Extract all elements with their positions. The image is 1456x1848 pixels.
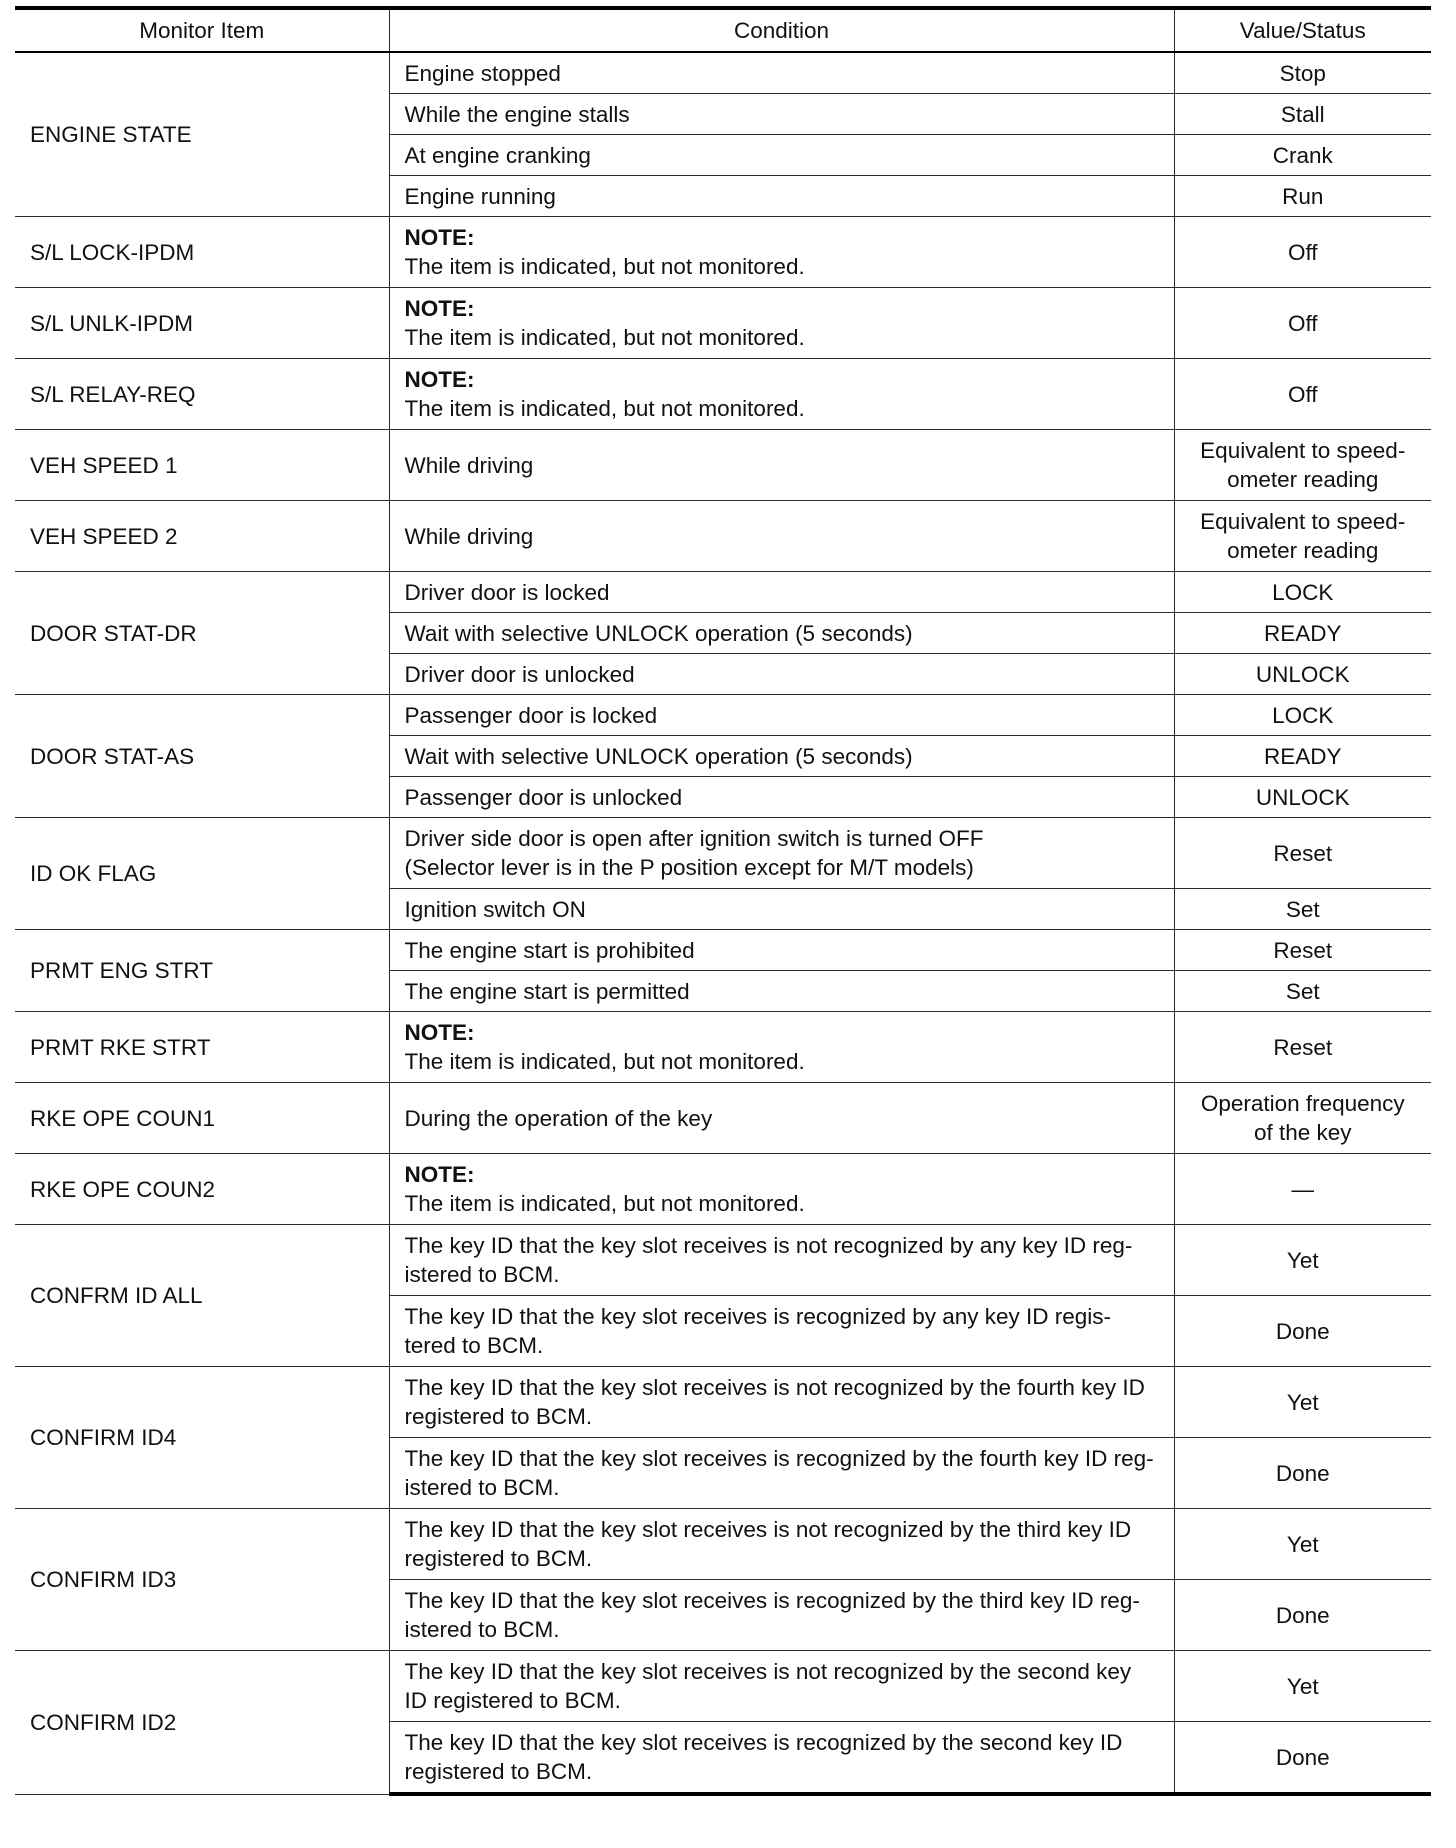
header-condition: Condition (389, 8, 1174, 52)
condition-cell: Driver door is unlocked (389, 654, 1174, 695)
value-cell: Run (1174, 176, 1431, 217)
condition-cell (389, 1651, 1174, 1722)
condition-cell: While driving (389, 501, 1174, 572)
value-cell: Stop (1174, 52, 1431, 94)
condition-line: istered to BCM. (404, 1617, 560, 1642)
table-row (15, 501, 1431, 572)
table-row (15, 359, 1431, 430)
value-cell: Yet (1174, 1509, 1431, 1580)
table-row (15, 818, 1431, 889)
condition-cell (389, 818, 1174, 889)
table-row (15, 217, 1431, 288)
note-label: NOTE: (404, 1020, 475, 1045)
monitor-item-cell: PRMT RKE STRT (15, 1012, 389, 1083)
monitor-item-cell: S/L UNLK-IPDM (15, 288, 389, 359)
header-value-status: Value/Status (1174, 8, 1431, 52)
value-cell: Reset (1174, 818, 1431, 889)
value-cell: Off (1174, 288, 1431, 359)
monitor-item-cell: S/L RELAY-REQ (15, 359, 389, 430)
monitor-item-cell: RKE OPE COUN2 (15, 1154, 389, 1225)
table-row (15, 1651, 1431, 1722)
condition-line: The key ID that the key slot receives is not recognized by the third key ID (404, 1517, 1132, 1542)
condition-cell: At engine cranking (389, 135, 1174, 176)
value-cell: Reset (1174, 1012, 1431, 1083)
condition-line: registered to BCM. (404, 1759, 593, 1784)
header-monitor-item: Monitor Item (15, 8, 389, 52)
condition-line: The key ID that the key slot receives is recognized by the fourth key ID reg- (404, 1446, 1154, 1471)
monitor-item-cell: CONFIRM ID3 (15, 1509, 389, 1651)
value-cell: Done (1174, 1580, 1431, 1651)
table-row (15, 52, 1431, 94)
condition-cell: Ignition switch ON (389, 889, 1174, 930)
condition-cell: Driver door is locked (389, 572, 1174, 613)
monitor-item-cell: RKE OPE COUN1 (15, 1083, 389, 1154)
table-row (15, 1083, 1431, 1154)
condition-cell: The engine start is prohibited (389, 930, 1174, 971)
condition-cell (389, 1296, 1174, 1367)
value-cell: Stall (1174, 94, 1431, 135)
condition-line: (Selector lever is in the P position except for M/T models) (404, 855, 974, 880)
table-row (15, 1225, 1431, 1296)
note-condition-cell (389, 288, 1174, 359)
condition-cell: While driving (389, 430, 1174, 501)
value-cell (1174, 430, 1431, 501)
condition-cell: Passenger door is unlocked (389, 777, 1174, 818)
value-cell: Yet (1174, 1651, 1431, 1722)
condition-cell (389, 1722, 1174, 1795)
monitor-item-cell: S/L LOCK-IPDM (15, 217, 389, 288)
table-row (15, 572, 1431, 613)
value-line: Operation frequency (1200, 1091, 1405, 1116)
monitor-item-cell: PRMT ENG STRT (15, 930, 389, 1012)
condition-line: tered to BCM. (404, 1333, 544, 1358)
condition-line: The key ID that the key slot receives is not recognized by any key ID reg- (404, 1233, 1133, 1258)
condition-cell (389, 1225, 1174, 1296)
value-cell: — (1174, 1154, 1431, 1225)
monitor-item-table (15, 6, 1431, 1796)
monitor-item-cell: CONFIRM ID2 (15, 1651, 389, 1795)
note-label: NOTE: (404, 367, 475, 392)
condition-cell: The engine start is permitted (389, 971, 1174, 1012)
monitor-item-cell: VEH SPEED 2 (15, 501, 389, 572)
note-condition-cell (389, 217, 1174, 288)
note-condition-cell (389, 1154, 1174, 1225)
note-label: NOTE: (404, 225, 475, 250)
value-line: ometer reading (1227, 467, 1379, 492)
condition-line: istered to BCM. (404, 1475, 560, 1500)
condition-cell: While the engine stalls (389, 94, 1174, 135)
condition-line: Driver side door is open after ignition switch is turned OFF (404, 826, 984, 851)
condition-line: The key ID that the key slot receives is recognized by any key ID regis- (404, 1304, 1112, 1329)
table-row (15, 430, 1431, 501)
value-cell: READY (1174, 736, 1431, 777)
condition-cell: Engine running (389, 176, 1174, 217)
value-cell: READY (1174, 613, 1431, 654)
value-cell: Done (1174, 1296, 1431, 1367)
value-cell (1174, 1083, 1431, 1154)
condition-cell: Wait with selective UNLOCK operation (5 seconds) (389, 613, 1174, 654)
value-line: of the key (1253, 1120, 1352, 1145)
value-cell: Done (1174, 1722, 1431, 1795)
value-cell (1174, 501, 1431, 572)
value-line: Equivalent to speed- (1200, 438, 1406, 463)
value-cell: Yet (1174, 1225, 1431, 1296)
condition-cell (389, 1367, 1174, 1438)
condition-line: registered to BCM. (404, 1404, 593, 1429)
note-text: The item is indicated, but not monitored. (404, 396, 805, 421)
value-cell: Reset (1174, 930, 1431, 971)
table-row (15, 1154, 1431, 1225)
monitor-item-cell: ID OK FLAG (15, 818, 389, 930)
value-cell: UNLOCK (1174, 777, 1431, 818)
condition-cell: Passenger door is locked (389, 695, 1174, 736)
condition-cell (389, 1438, 1174, 1509)
note-text: The item is indicated, but not monitored. (404, 1191, 805, 1216)
note-text: The item is indicated, but not monitored. (404, 1049, 805, 1074)
monitor-table-container (15, 6, 1431, 1796)
value-cell: Yet (1174, 1367, 1431, 1438)
value-cell: LOCK (1174, 572, 1431, 613)
condition-line: The key ID that the key slot receives is not recognized by the second key (404, 1659, 1132, 1684)
monitor-item-cell: DOOR STAT-AS (15, 695, 389, 818)
condition-cell (389, 1580, 1174, 1651)
note-label: NOTE: (404, 1162, 475, 1187)
table-row (15, 288, 1431, 359)
note-text: The item is indicated, but not monitored. (404, 325, 805, 350)
value-cell: Done (1174, 1438, 1431, 1509)
condition-line: The key ID that the key slot receives is not recognized by the fourth key ID (404, 1375, 1145, 1400)
condition-cell: Engine stopped (389, 52, 1174, 94)
table-row (15, 1509, 1431, 1580)
monitor-item-cell: DOOR STAT-DR (15, 572, 389, 695)
condition-cell (389, 1509, 1174, 1580)
value-cell: Set (1174, 889, 1431, 930)
table-row (15, 695, 1431, 736)
table-row (15, 1367, 1431, 1438)
condition-line: The key ID that the key slot receives is recognized by the second key ID (404, 1730, 1123, 1755)
table-row (15, 930, 1431, 971)
value-cell: LOCK (1174, 695, 1431, 736)
note-condition-cell (389, 359, 1174, 430)
condition-line: The key ID that the key slot receives is recognized by the third key ID reg- (404, 1588, 1140, 1613)
value-line: ometer reading (1227, 538, 1379, 563)
note-label: NOTE: (404, 296, 475, 321)
condition-line: ID registered to BCM. (404, 1688, 621, 1713)
note-condition-cell (389, 1012, 1174, 1083)
value-cell: Crank (1174, 135, 1431, 176)
condition-line: istered to BCM. (404, 1262, 560, 1287)
table-row (15, 1012, 1431, 1083)
table-header-row (15, 8, 1431, 52)
condition-cell: Wait with selective UNLOCK operation (5 seconds) (389, 736, 1174, 777)
value-cell: Off (1174, 359, 1431, 430)
value-cell: Set (1174, 971, 1431, 1012)
value-cell: UNLOCK (1174, 654, 1431, 695)
condition-cell: During the operation of the key (389, 1083, 1174, 1154)
monitor-item-cell: VEH SPEED 1 (15, 430, 389, 501)
monitor-item-cell: CONFIRM ID4 (15, 1367, 389, 1509)
value-cell: Off (1174, 217, 1431, 288)
monitor-item-cell: CONFRM ID ALL (15, 1225, 389, 1367)
value-line: Equivalent to speed- (1200, 509, 1406, 534)
condition-line: registered to BCM. (404, 1546, 593, 1571)
note-text: The item is indicated, but not monitored. (404, 254, 805, 279)
monitor-item-cell: ENGINE STATE (15, 52, 389, 217)
